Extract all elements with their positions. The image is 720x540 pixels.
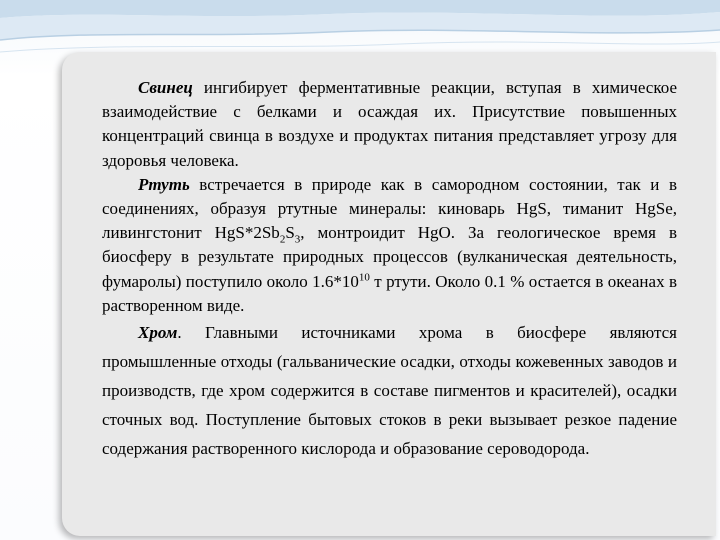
mercury-text-a: встречается в природе как в самородном состоянии, так и в соединениях, образуя ртутные минералы: киноварь HgS, тиманит HgSe, ливингстонит HgS*2Sb	[102, 174, 677, 243]
mercury-subscript-1: 2	[279, 233, 286, 246]
mercury-superscript-1: 10	[358, 270, 370, 283]
term-lead: Свинец	[138, 78, 193, 97]
mercury-text-b: S	[285, 223, 295, 243]
mercury-text-c: , монтроидит HgO. За геологическое время в биосферу в результате природных процессов (вулканическая деятельность, фумаролы) поступило около 1.6*10	[102, 223, 677, 291]
term-mercury: Ртуть	[138, 174, 190, 194]
term-chromium: Хром	[138, 323, 178, 343]
paragraph-mercury	[102, 173, 677, 318]
chromium-text-a: . Главными источниками хрома в биосфере являются промышленные отходы (гальванические осадки, отходы кожевенных заводов и производств, где хром содержится в составе пигментов и красителей), осадки сточных вод. Поступление бытовых стоков в реки вызывает резкое падение содержания	[102, 323, 677, 459]
paragraph-lead-text: ингибирует ферментативные реакции, вступая в химическое взаимодействие с белками и осаждая их. Присутствие повышенных концентраций свинца в воздухе и продуктах питания представляет угрозу для здоровья человека.	[102, 78, 677, 170]
paragraph-lead	[102, 76, 677, 173]
mercury-subscript-2: 3	[294, 233, 301, 246]
mercury-text-d: т ртути. Около 0.1 % остается в океанах в растворенном виде.	[102, 271, 677, 315]
chromium-text-b: растворенного кислорода и образование сероводорода.	[191, 439, 590, 459]
paragraph-chromium	[102, 318, 677, 463]
body-text	[102, 76, 677, 463]
